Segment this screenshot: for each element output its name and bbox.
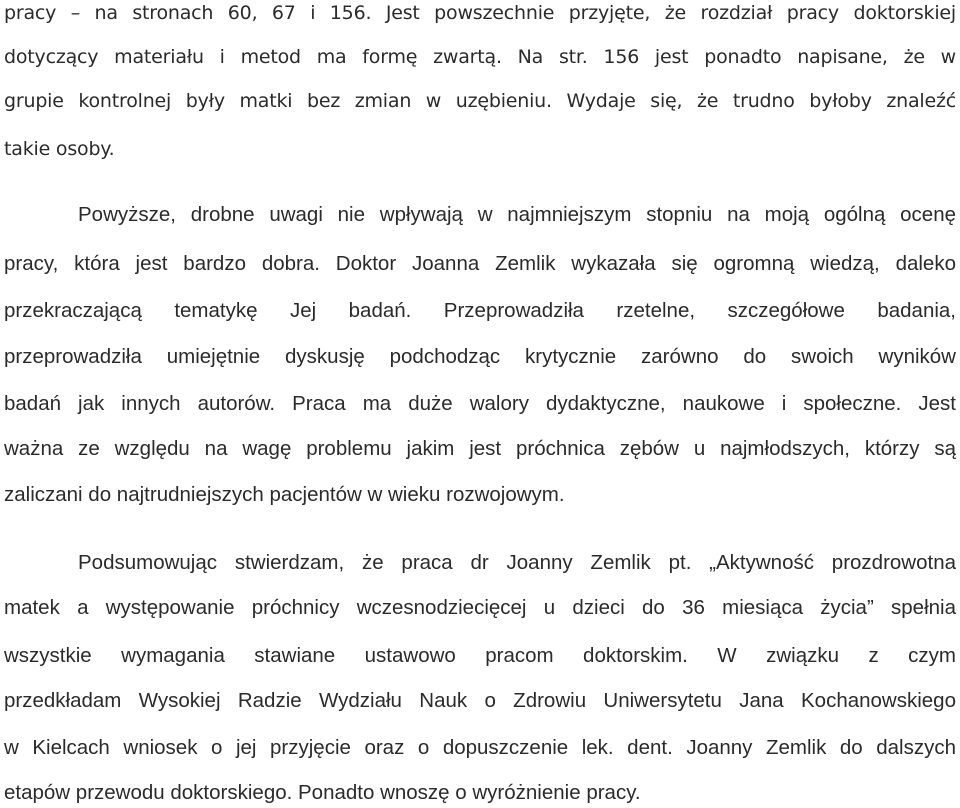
text-line: przeprowadziła umiejętnie dyskusję podchodząc krytycznie zarówno do swoich wyników xyxy=(4,345,956,368)
text-line: ważna ze względu na wagę problemu jakim jest próchnica zębów u najmłodszych, którzy są xyxy=(4,437,956,460)
text-line: Powyższe, drobne uwagi nie wpływają w najmniejszym stopniu na moją ogólną ocenę xyxy=(78,203,956,226)
text-line: zaliczani do najtrudniejszych pacjentów w wieku rozwojowym. xyxy=(4,483,565,506)
text-line: Podsumowując stwierdzam, że praca dr Joanny Zemlik pt. „Aktywność prozdrowotna xyxy=(78,551,956,574)
text-line: dotyczący materiału i metod ma formę zwartą. Na str. 156 jest ponadto napisane, że w xyxy=(4,46,956,68)
text-line: pracy – na stronach 60, 67 i 156. Jest powszechnie przyjęte, że rozdział pracy doktorskiej xyxy=(4,2,956,24)
text-line: etapów przewodu doktorskiego. Ponadto wnoszę o wyróżnienie pracy. xyxy=(4,781,641,804)
text-line: matek a występowanie próchnicy wczesnodziecięcej u dzieci do 36 miesiąca życia” spełnia xyxy=(4,596,956,619)
text-line: przekraczającą tematykę Jej badań. Przeprowadziła rzetelne, szczegółowe badania, xyxy=(4,299,956,322)
text-line: badań jak innych autorów. Praca ma duże walory dydaktyczne, naukowe i społeczne. Jest xyxy=(4,392,956,415)
text-line: takie osoby. xyxy=(4,138,115,160)
text-line: pracy, która jest bardzo dobra. Doktor Joanna Zemlik wykazała się ogromną wiedzą, daleko xyxy=(4,252,956,275)
text-line: grupie kontrolnej były matki bez zmian w uzębieniu. Wydaje się, że trudno byłoby znaleźć xyxy=(4,90,956,112)
text-line: przedkładam Wysokiej Radzie Wydziału Nauk o Zdrowiu Uniwersytetu Jana Kochanowskiego xyxy=(4,689,956,712)
text-line: wszystkie wymagania stawiane ustawowo pracom doktorskim. W związku z czym xyxy=(4,644,956,667)
text-line: w Kielcach wniosek o jej przyjęcie oraz o dopuszczenie lek. dent. Joanny Zemlik do dalszych xyxy=(4,736,956,759)
